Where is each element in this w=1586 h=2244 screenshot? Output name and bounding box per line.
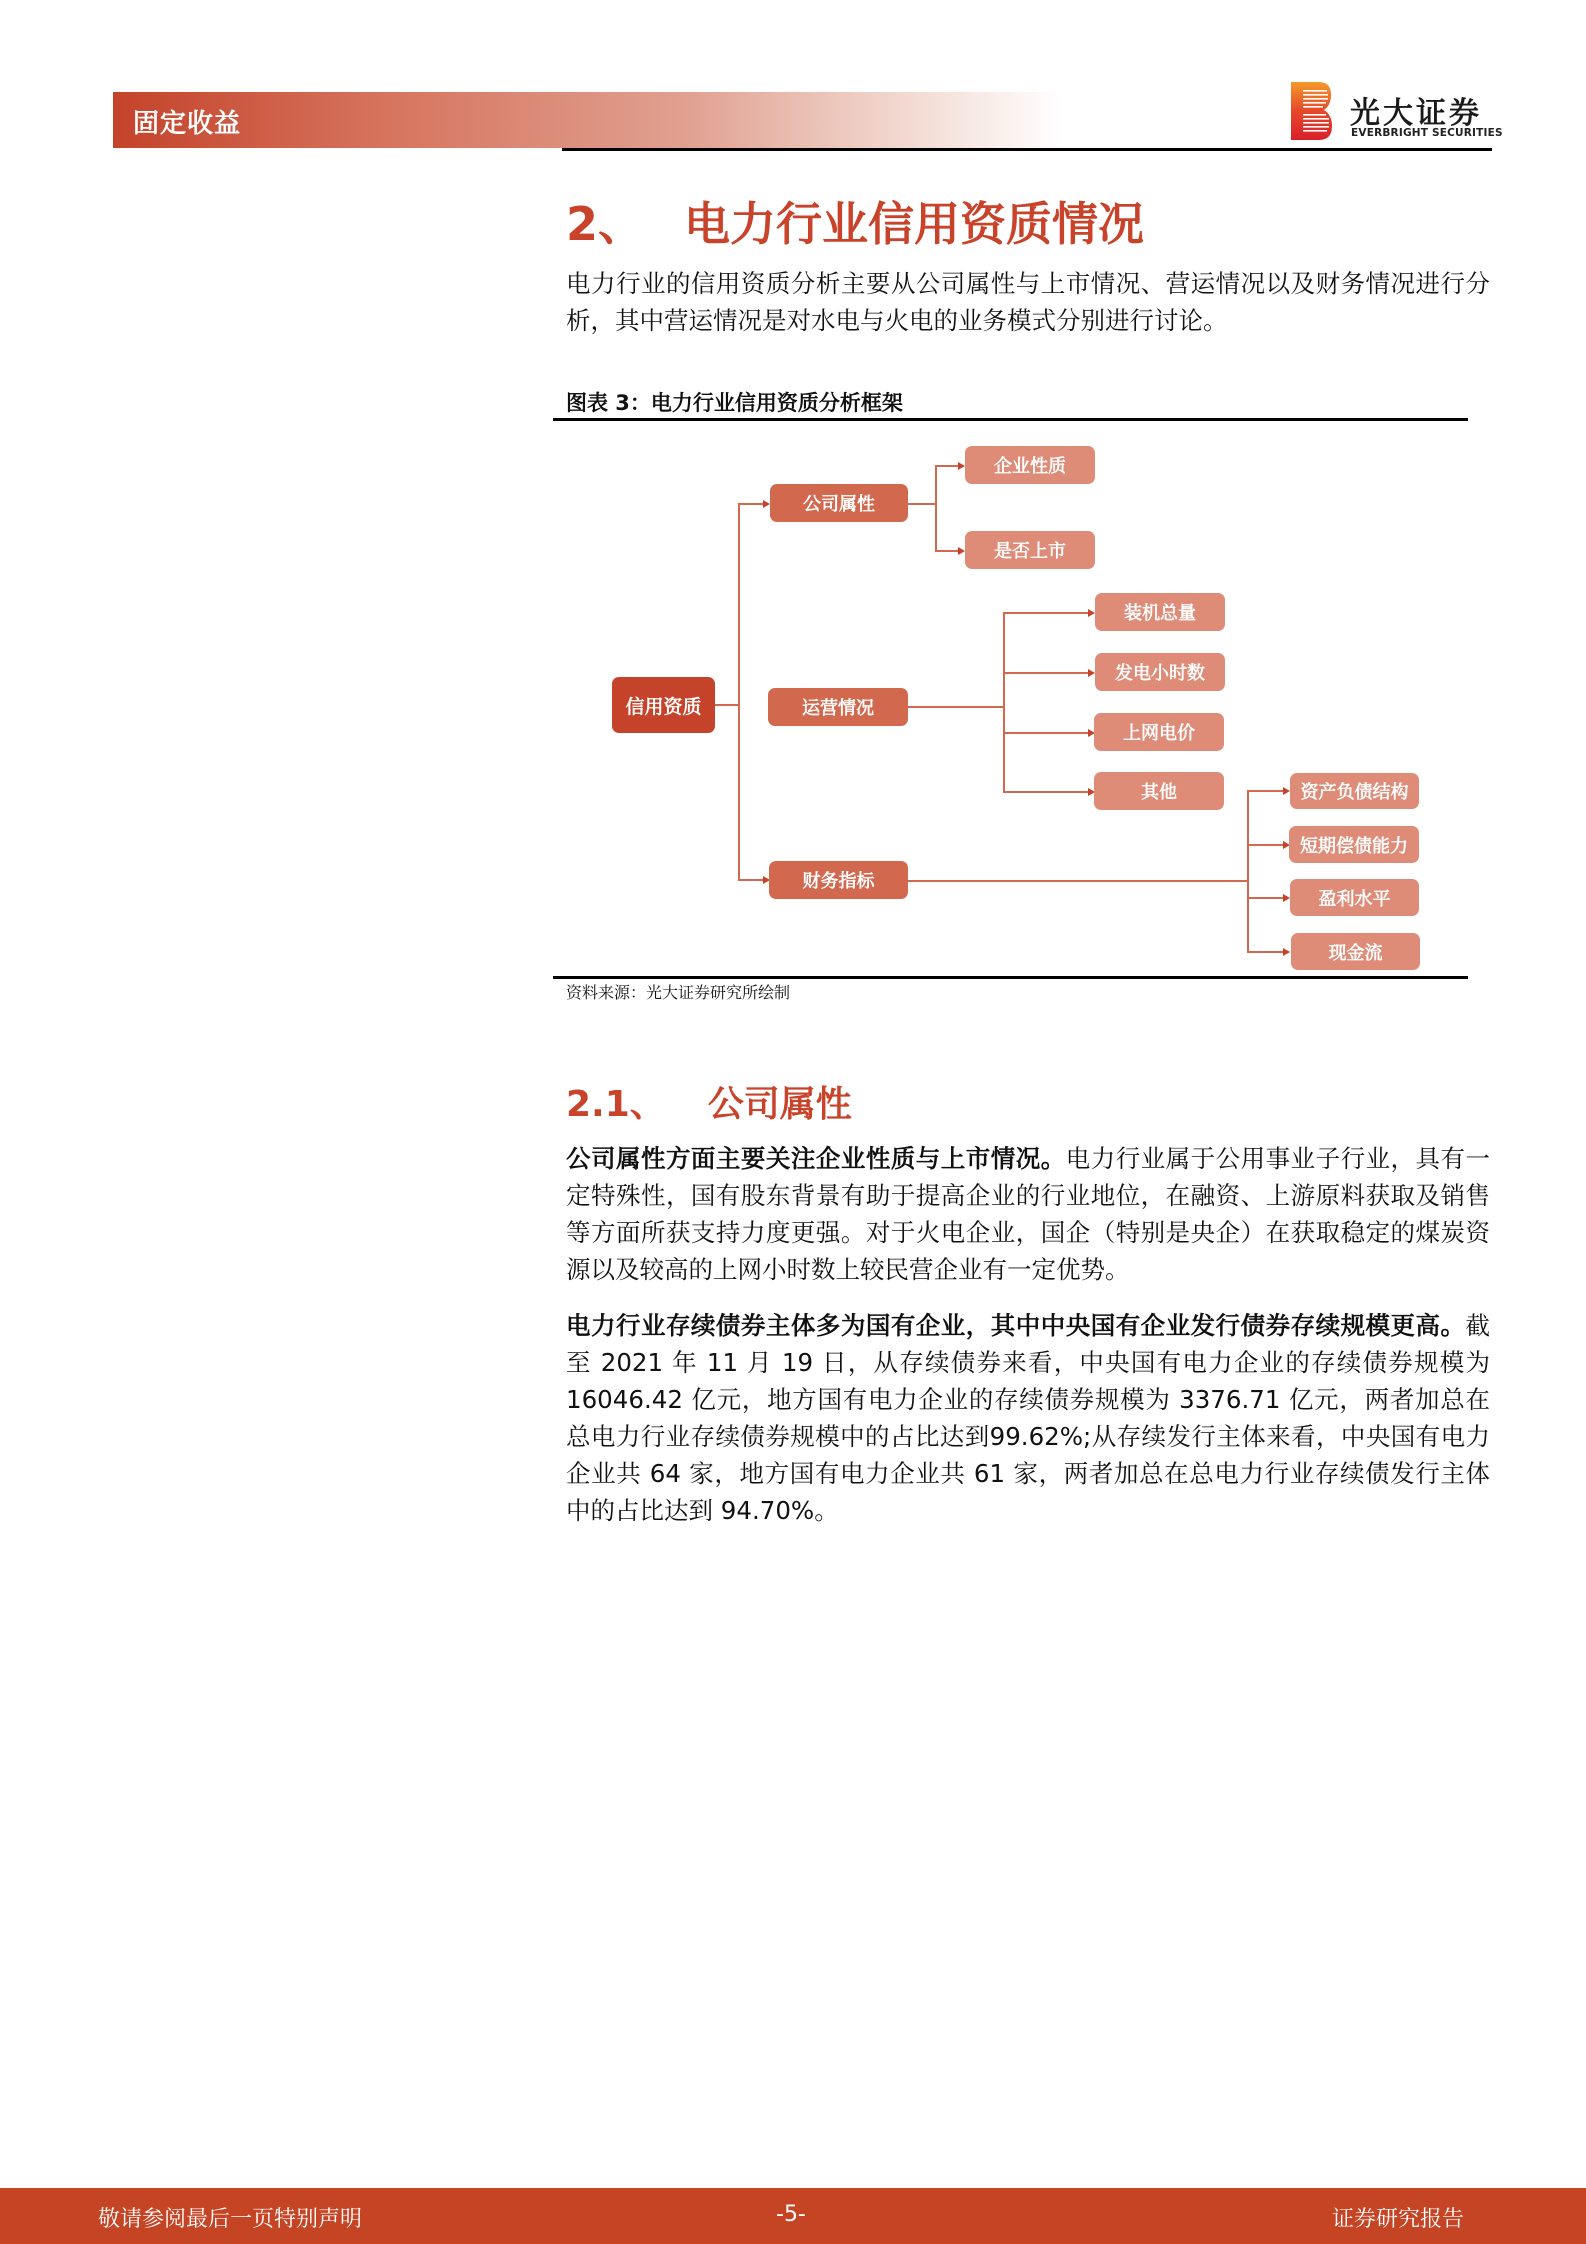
section-title: 电力行业信用资质情况 — [684, 197, 1145, 251]
node-root: 信用资质 — [612, 677, 715, 733]
node-financial-indicators: 财务指标 — [769, 861, 908, 899]
figure-bottom-rule — [553, 976, 1468, 979]
company-attributes-paragraph — [566, 1140, 1490, 1288]
node-profitability: 盈利水平 — [1290, 879, 1419, 916]
logo-name-cn: 光大证券 — [1350, 96, 1482, 131]
node-asset-liability: 资产负债结构 — [1290, 773, 1419, 809]
footer-disclaimer: 敬请参阅最后一页特别声明 — [98, 2207, 363, 2232]
node-grid-price: 上网电价 — [1094, 713, 1224, 751]
paragraph-body: 截至 2021 年 11 月 19 日，从存续债券来看，中央国有电力企业的存续债券规模为 16046.42 亿元，地方国有电力企业的存续债券规模为 3376.71 亿元，两者加总在总电力行业存续债券规模中的占比达到99.62%;从存续发行主体来看，中央国有电力企业共 64 家，地方国有电力企业共 61 家，两者加总在总电力行业存续债发行主体中的占比达到 94.70%。 — [566, 1311, 1490, 1525]
header-section-band — [113, 92, 1063, 148]
subsection-heading — [566, 1076, 852, 1127]
node-listed-status: 是否上市 — [965, 531, 1095, 569]
subsection-number: 2.1、 — [566, 1084, 666, 1125]
section-heading — [566, 188, 1144, 254]
paragraph-lead: 电力行业存续债券主体多为国有企业，其中中央国有企业发行债券存续规模更高。 — [566, 1311, 1466, 1340]
section-intro-paragraph: 电力行业的信用资质分析主要从公司属性与上市情况、营运情况以及财务情况进行分析，其中营运情况是对水电与火电的业务模式分别进行讨论。 — [566, 269, 1490, 335]
header-rule — [562, 148, 1492, 151]
page-footer — [0, 2188, 1586, 2244]
page-number: -5- — [776, 2202, 806, 2227]
paragraph-body: 电力行业属于公用事业子行业，具有一定特殊性，国有股东背景有助于提高企业的行业地位，在融资、上游原料获取及销售等方面所获支持力度更强。对于火电企业，国企（特别是央企）在获取稳定的煤炭资源以及较高的上网小时数上较民营企业有一定优势。 — [566, 1144, 1491, 1284]
everbright-b-logo-icon — [1291, 82, 1332, 140]
header-section-label: 固定收益 — [133, 109, 242, 139]
footer-doc-type: 证券研究报告 — [1332, 2207, 1465, 2232]
section-number: 2、 — [566, 197, 645, 251]
node-operations: 运营情况 — [768, 688, 908, 726]
node-enterprise-nature: 企业性质 — [965, 446, 1095, 484]
figure-source: 资料来源：光大证券研究所绘制 — [566, 983, 791, 1002]
state-owned-bonds-paragraph — [566, 1307, 1490, 1529]
paragraph-lead: 公司属性方面主要关注企业性质与上市情况。 — [566, 1144, 1066, 1173]
figure-caption: 图表 3：电力行业信用资质分析框架 — [566, 391, 903, 415]
node-cash-flow: 现金流 — [1291, 933, 1420, 970]
node-installed-capacity: 装机总量 — [1095, 593, 1225, 631]
logo-name-en: EVERBRIGHT SECURITIES — [1351, 127, 1503, 139]
company-logo — [1291, 82, 1503, 142]
node-other: 其他 — [1094, 772, 1224, 810]
subsection-title: 公司属性 — [707, 1084, 852, 1125]
figure-top-rule — [553, 418, 1468, 421]
node-company-attributes: 公司属性 — [770, 484, 908, 522]
node-generation-hours: 发电小时数 — [1095, 653, 1225, 691]
node-short-term-solvency: 短期偿债能力 — [1289, 826, 1419, 863]
